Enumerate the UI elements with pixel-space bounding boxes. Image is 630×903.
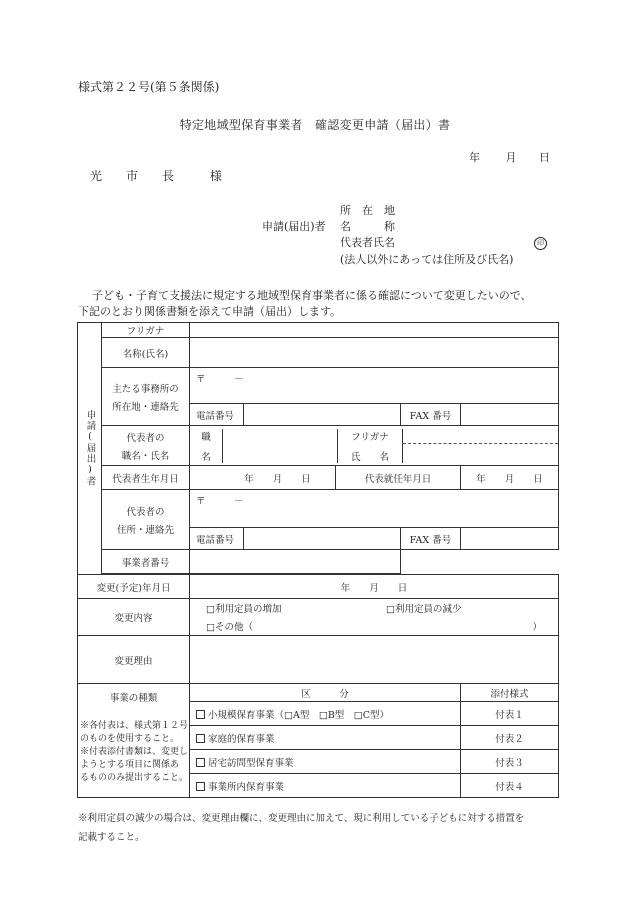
date-day: 日 [539,151,550,164]
date-field [420,152,550,163]
type-small-scale[interactable]: 小規模保育事業（□A型 □B型 □C型） [190,702,461,726]
business-type-label: 事業の種類 [109,693,158,704]
addressee-honorific: 様 [209,169,228,183]
rep-birth-label: 代表者生年月日 [102,466,190,490]
rep-postal-input[interactable]: 〒 － [190,490,559,528]
change-date-input[interactable]: 年 月 日 [190,575,559,599]
office-tel-label: 電話番号 [190,404,244,426]
document-title: 特定地域型保育事業者 確認変更申請（届出）書 [179,118,451,132]
change-content-label: 変更内容 [78,599,190,636]
checkbox-icon[interactable] [196,758,205,767]
applicant-side-label: 申請(届出)者 [78,323,102,575]
footer-note-2: 記載すること。 [78,832,145,843]
office-postal-input[interactable]: 〒 － [190,368,559,404]
rep-tel-label: 電話番号 [190,528,244,550]
footer-note-1: ※利用定員の減少の場合は、変更理由欄に、変更理由に加えて、現に利用している子どもに対する措置を [78,813,525,824]
type-home-based[interactable]: 家庭的保育事業 [190,726,461,750]
option-increase-checkbox[interactable]: □利用定員の増加 [206,604,282,615]
attach-3: 付表３ [461,750,559,774]
form-number: 様式第２２号(第５条関係) [78,80,220,94]
option-decrease-checkbox[interactable]: □利用定員の減少 [386,604,462,615]
date-month: 月 [505,151,517,164]
attach-1: 付表１ [461,702,559,726]
change-reason-label: 変更理由 [78,636,190,684]
type-note-2: のものを使用すること。 [80,734,180,744]
name-input[interactable] [190,338,559,368]
type-note-1: ※各付表は、様式第１２号 [80,721,189,731]
rep-position-input[interactable] [223,429,338,463]
rep-fax-label: FAX 番号 [401,528,461,550]
checkbox-icon[interactable] [196,782,205,791]
rep-start-input[interactable]: 年 月 日 [461,466,559,490]
date-year: 年 [469,151,480,164]
office-fax-label: FAX 番号 [401,404,461,426]
applicant-address-label: 所 在 地 [340,204,395,217]
attach-2: 付表２ [461,726,559,750]
name-label: 名称(氏名) [102,338,190,368]
addressee-city: 光 市 長 [90,169,181,183]
option-other-checkbox[interactable]: □その他（ [206,622,253,633]
furigana-label: フリガナ [102,323,190,338]
rep-position-label: 職 名 [190,429,223,463]
type-note-5: るもののみ提出すること。 [80,773,189,783]
office-tel-input[interactable] [244,404,401,426]
attach-4: 付表４ [461,774,559,798]
rep-start-label: 代表就任年月日 [336,466,461,490]
furigana-input[interactable] [190,323,559,338]
checkbox-icon[interactable] [196,734,205,743]
rep-fax-input[interactable] [461,528,559,550]
business-number-label: 事業者番号 [102,550,190,574]
application-form-table [77,322,559,798]
rep-furigana-label: フリガナ 氏 名 [338,429,403,463]
type-note-4: ようとする項目に関係あ [80,760,180,770]
seal-mark: 印 [534,237,547,250]
rep-birth-input[interactable]: 年 月 日 [190,466,336,490]
change-date-label: 変更(予定)年月日 [78,575,190,599]
type-workplace[interactable]: 事業所内保育事業 [190,774,461,798]
office-fax-input[interactable] [461,404,559,426]
attachment-header: 添付様式 [461,684,559,702]
applicant-label: 申請(届出)者 [262,220,326,233]
type-note-3: ※付表添付書類は、変更し [80,747,189,757]
option-other-close: ） [532,622,543,633]
checkbox-icon[interactable] [196,710,205,719]
change-reason-input[interactable] [190,636,559,684]
rep-name-input[interactable] [403,444,558,463]
type-home-visit[interactable]: 居宅訪問型保育事業 [190,750,461,774]
office-label: 主たる事務所の 所在地・連絡先 [102,368,190,426]
rep-address-label: 代表者の 住所・連絡先 [102,490,190,550]
addressee [90,170,228,182]
rep-title-label: 代表者の 職名・氏名 [102,426,190,466]
rep-tel-input[interactable] [244,528,401,550]
rep-furigana-input[interactable] [403,429,558,444]
category-header: 区 分 [190,684,461,702]
applicant-rep-label: 代表者氏名 [340,236,395,249]
business-number-input[interactable] [190,550,401,574]
intro-line-1: 子ども・子育て支援法に規定する地域型保育事業者に係る確認について変更したいので、 [92,289,532,302]
intro-line-2: 下記のとおり関係書類を添えて申請（届出）します。 [78,305,342,318]
applicant-name-label: 名 称 [340,220,395,233]
applicant-note: (法人以外にあっては住所及び氏名) [340,253,514,266]
